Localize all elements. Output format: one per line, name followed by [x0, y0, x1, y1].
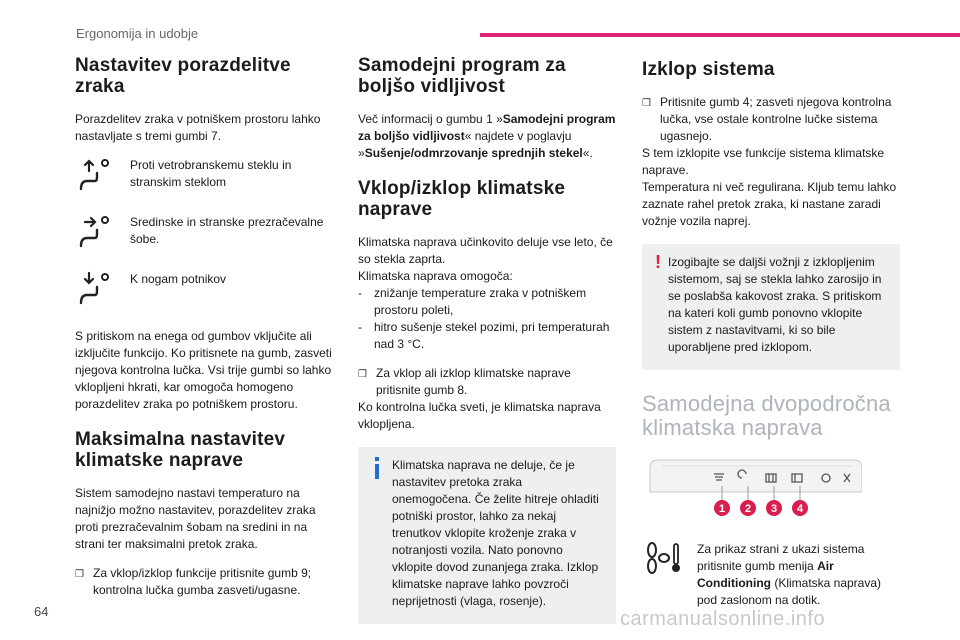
panel-callout	[740, 500, 756, 516]
ac-step	[358, 365, 616, 399]
center-vents-airflow-icon	[75, 214, 130, 257]
option-center-vents-text: Sredinske in stranske prezračevalne šobe.	[130, 215, 324, 246]
system-off-text-2: Temperatura ni več regulirana. Kljub temu lahko zaznate rahel pretok zraka, ki nastane zaradi vožnje vozila naprej.	[642, 180, 897, 228]
svg-text:4: 4	[796, 503, 804, 515]
max-ac-step-text: Za vklop/izklop funkcije pritisnite gumb 9; kontrolna lučka gumba zasveti/ugasne.	[93, 566, 312, 597]
list-item: - hitro sušenje stekel pozimi, pri temperaturah nad 3 °C.	[358, 320, 610, 351]
windscreen-airflow-icon	[75, 157, 130, 200]
step-bullet-icon: ❒	[358, 369, 367, 380]
air-distribution-intro: Porazdelitev zraka v potniškem prostoru lahko nastavljate s tremi gumbi 7.	[75, 112, 321, 143]
fan-temperature-icon	[642, 541, 697, 580]
warning-box	[642, 244, 900, 370]
info-text: Klimatska naprava ne deluje, če je nastavitev pretoka zraka onemogočena. Če želite hitreje ohladiti potniški prostor, lahko za nekaj trenutkov vklopite kroženje zraka v notranjosti vozila. Nato ponovno vklopite dovod zunanjega zraka. Izklop klimatske naprave lahko povzroči neprijetnosti (vlaga, rosenje).	[392, 458, 599, 608]
section-title-dual-zone: Samodejna dvopodročna klimatska naprava	[642, 391, 891, 440]
step-bullet-icon: ❒	[642, 98, 651, 109]
section-title-visibility: Samodejni program za boljšo vidljivost	[358, 55, 566, 97]
system-off-text-1: S tem izklopite vse funkcije sistema klimatske naprave.	[642, 146, 885, 177]
svg-text:3: 3	[770, 503, 778, 515]
option-center-vents	[75, 214, 333, 257]
column-3	[642, 55, 900, 623]
option-footwell	[75, 271, 333, 314]
panel-callout	[766, 500, 782, 516]
column-2	[358, 55, 616, 624]
control-panel-illustration	[642, 456, 900, 527]
ac-text-2: Klimatska naprava omogoča:	[358, 269, 513, 283]
section-title-system-off: Izklop sistema	[642, 59, 775, 80]
ac-step-text: Za vklop ali izklop klimatske naprave pritisnite gumb 8.	[376, 366, 571, 397]
fan-temperature-text: Za prikaz strani z ukazi sistema pritisnite gumb menija Air Conditioning (Klimatska naprava) pod zaslonom na dotik.	[697, 542, 882, 607]
max-ac-step	[75, 565, 333, 599]
step-bullet-icon: ❒	[75, 569, 84, 580]
section-header: Ergonomija in udobje	[76, 26, 199, 41]
section-title-air-distribution: Nastavitev porazdelitve zraka	[75, 55, 291, 97]
svg-text:1: 1	[718, 503, 726, 515]
watermark: carmanualsonline.info	[620, 608, 826, 630]
footwell-airflow-icon	[75, 271, 130, 314]
page-number: 64	[34, 604, 49, 619]
max-ac-text: Sistem samodejno nastavi temperaturo na najnižjo možno nastavitev, porazdelitev zraka proti prezračevalnim šobam na sredini in na strani ter maksimalni pretok zraka.	[75, 486, 316, 551]
warning-icon: !	[655, 252, 661, 272]
option-windscreen	[75, 157, 333, 200]
warning-text: Izogibajte se daljši vožnji z izklopljenim sistemom, saj se stekla lahko zarosijo in se poslabša kakovost zraka. S pritiskom na kateri koli gumb ponovno vklopite sistem z nastavitvami, ki so bile uporabljene pred izklopom.	[668, 255, 882, 354]
svg-text:2: 2	[744, 503, 752, 515]
section-title-max-ac: Maksimalna nastavitev klimatske naprave	[75, 429, 286, 471]
column-1	[75, 55, 333, 599]
visibility-intro: Več informacij o gumbu 1 »Samodejni program za boljšo vidljivost« najdete v poglavju »Sušenje/odmrzovanje sprednjih stekel«.	[358, 112, 616, 160]
ac-text-1: Klimatska naprava učinkovito deluje vse leto, če so stekla zaprta.	[358, 235, 613, 266]
option-windscreen-text: Proti vetrobranskemu steklu in stranskim steklom	[130, 158, 292, 189]
section-title-ac-onoff: Vklop/izklop klimatske naprave	[358, 178, 566, 220]
panel-callout	[792, 500, 808, 516]
air-distribution-note: S pritiskom na enega od gumbov vključite ali izključite funkcijo. Ko pritisnete na gumb, zasveti njegova kontrolna lučka. Vsi trije gumbi so lahko vklopljeni hkrati, kar omogoča homogeno porazdelitev zraka po potniškem prostoru.	[75, 329, 332, 411]
info-box	[358, 447, 616, 624]
system-off-step-text: Pritisnite gumb 4; zasveti njegova kontrolna lučka, vse ostale kontrolne lučke sistema ugasnejo.	[660, 95, 892, 143]
header-accent-bar	[480, 33, 960, 37]
fan-temperature-row	[642, 541, 900, 609]
info-icon	[372, 457, 392, 610]
ac-on-text: Ko kontrolna lučka sveti, je klimatska naprava vklopljena.	[358, 400, 601, 431]
option-footwell-text: K nogam potnikov	[130, 272, 227, 286]
panel-callout	[714, 500, 730, 516]
system-off-step	[642, 94, 900, 145]
list-item: - znižanje temperature zraka v potniškem prostoru poleti,	[358, 286, 587, 317]
